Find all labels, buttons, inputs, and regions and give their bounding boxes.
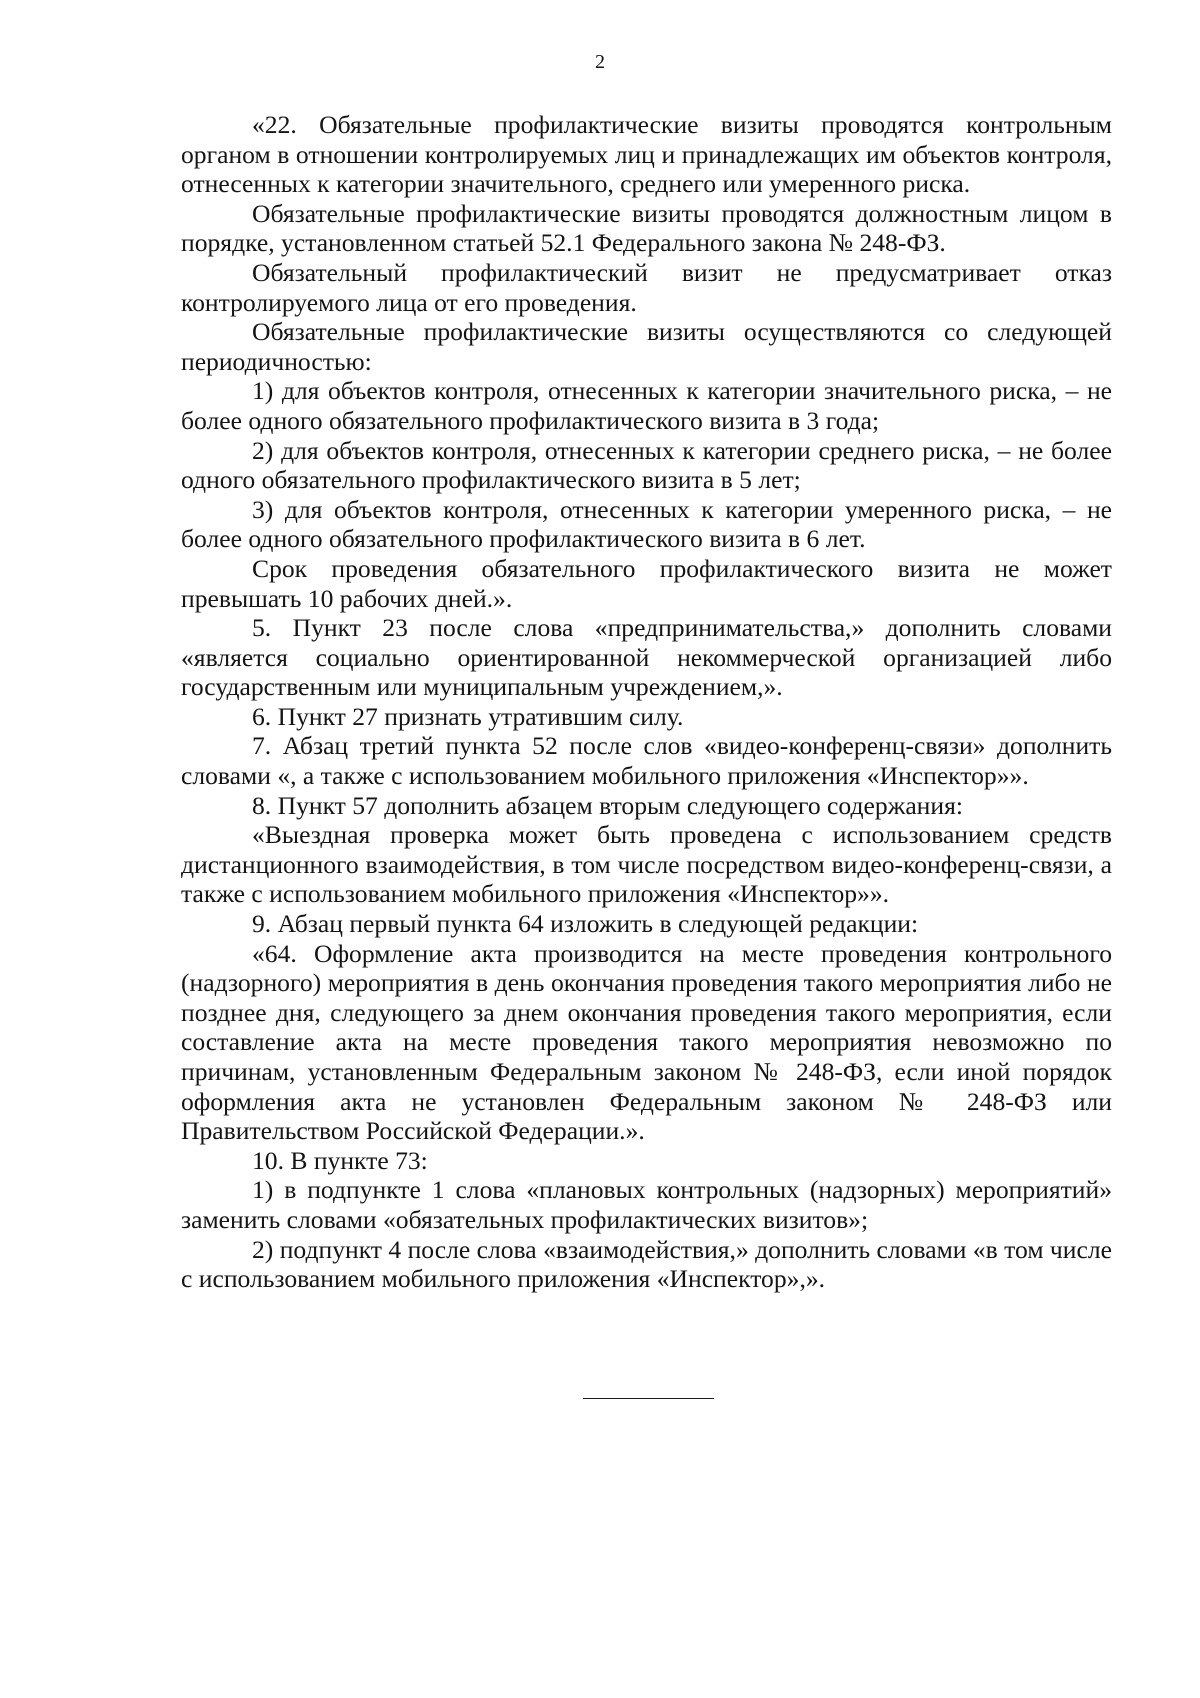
- paragraph-item-22: «22. Обязательные профилактические визиты проводятся контрольным органом в отношении контролируемых лиц и принадлежащих им объектов контроля, отнесенных к категории значительного, среднего или умеренного риска.: [181, 110, 1112, 199]
- list-item-subclause-4: 2) подпункт 4 после слова «взаимодействия,» дополнить словами «в том числе с использованием мобильного приложения «Инспектор»,».: [181, 1234, 1112, 1294]
- paragraph-visit-duration: Срок проведения обязательного профилактического визита не может превышать 10 рабочих дней.».: [181, 553, 1112, 613]
- list-item-moderate-risk: 3) для объектов контроля, отнесенных к категории умеренного риска, – не более одного обязательного профилактического визита в 6 лет.: [181, 494, 1112, 554]
- paragraph-amendment-6: 6. Пункт 27 признать утратившим силу.: [252, 701, 684, 731]
- paragraph-amendment-5: 5. Пункт 23 после слова «предпринимательства,» дополнить словами «является социально ориентированной некоммерческой организацией либо государственным или муниципальным учреждением,».: [181, 613, 1112, 702]
- paragraph-amendment-7: 7. Абзац третий пункта 52 после слов «видео-конференц-связи» дополнить словами «, а также с использованием мобильного приложения «Инспектор»».: [181, 731, 1112, 791]
- closing-divider: [583, 1398, 714, 1399]
- list-item-subclause-1: 1) в подпункте 1 слова «плановых контрольных (надзорных) мероприятий» заменить словами «обязательных профилактических визитов»;: [181, 1175, 1112, 1234]
- paragraph-amendment-8: 8. Пункт 57 дополнить абзацем вторым следующего содержания:: [252, 790, 963, 820]
- paragraph-item-64: «64. Оформление акта производится на месте проведения контрольного (надзорного) мероприятия в день окончания проведения такого мероприятия либо не позднее дня, следующего за днем окончания проведения такого мероприятия, если составление акта на месте проведения такого мероприятия невозможно по причинам, установленным Федеральным законом № 248-ФЗ, если иной порядок оформления акта не установлен Федеральным законом № 248-ФЗ или Правительством Российской Федерации.».: [181, 938, 1112, 1146]
- paragraph-onsite-inspection: «Выездная проверка может быть проведена с использованием средств дистанционного взаимодействия, в том числе посредством видео-конференц-связи, а также с использованием мобильного приложения «Инспектор»».: [181, 820, 1112, 909]
- list-item-medium-risk: 2) для объектов контроля, отнесенных к категории среднего риска, – не более одного обязательного профилактического визита в 5 лет;: [181, 435, 1112, 495]
- paragraph-no-refusal: Обязательный профилактический визит не предусматривает отказ контролируемого лица от его проведения.: [181, 257, 1112, 317]
- page-number: 2: [595, 51, 605, 73]
- paragraph-amendment-9: 9. Абзац первый пункта 64 изложить в следующей редакции:: [252, 909, 919, 939]
- paragraph-periodicity: Обязательные профилактические визиты осуществляются со следующей периодичностью:: [181, 317, 1112, 376]
- paragraph-mandatory-visits-official: Обязательные профилактические визиты проводятся должностным лицом в порядке, установленном статьей 52.1 Федерального закона № 248-ФЗ.: [181, 198, 1112, 258]
- paragraph-amendment-10: 10. В пункте 73:: [252, 1145, 428, 1175]
- document-body: [181, 110, 1112, 1294]
- list-item-significant-risk: 1) для объектов контроля, отнесенных к категории значительного риска, – не более одного обязательного профилактического визита в 3 года;: [181, 376, 1112, 435]
